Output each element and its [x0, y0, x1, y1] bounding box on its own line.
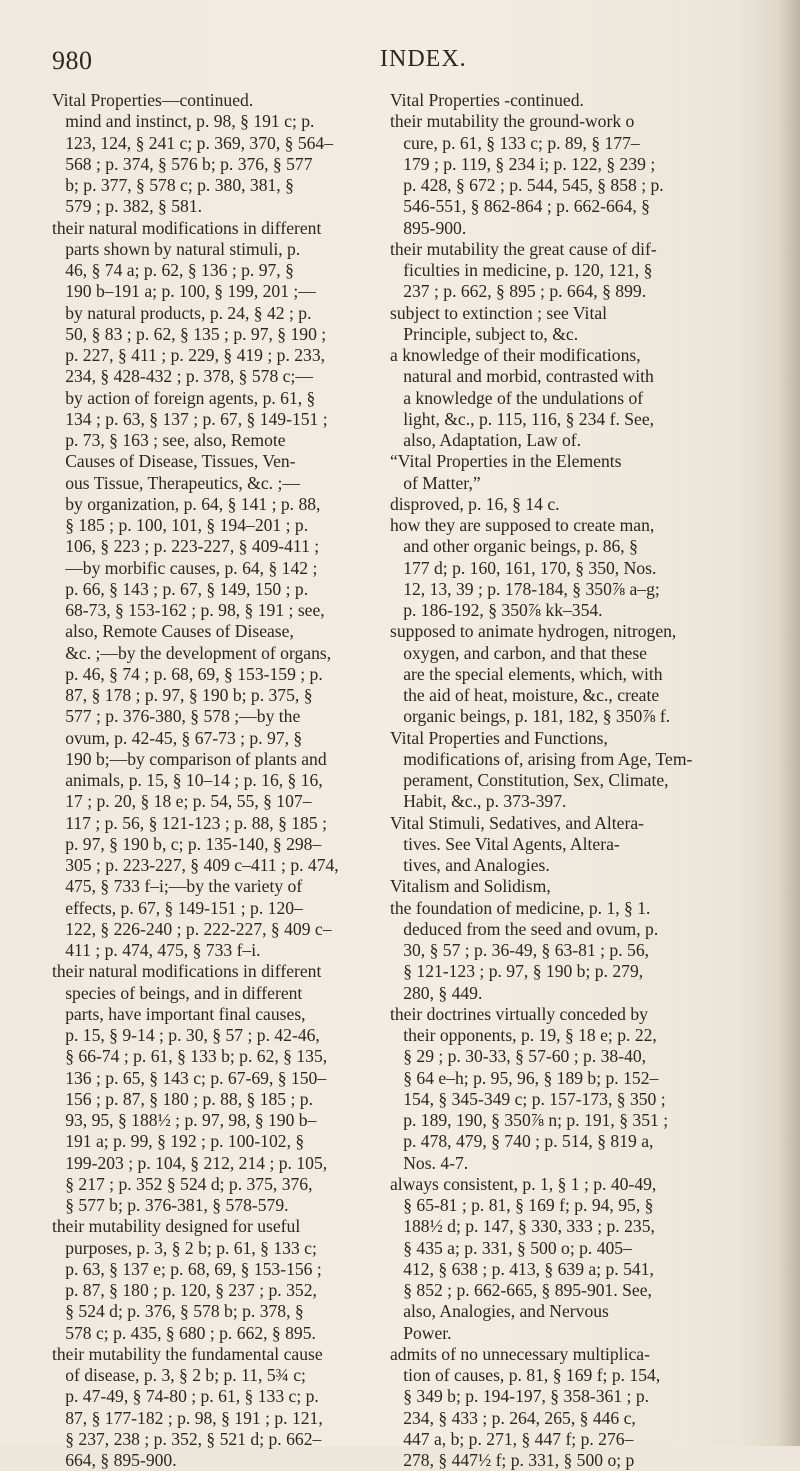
index-line: 237 ; p. 662, § 895 ; p. 664, § 899.: [390, 281, 647, 302]
index-line: their mutability the ground-work o: [390, 111, 635, 132]
index-line: 475, § 733 f–i;—by the variety of: [52, 876, 303, 897]
index-column-right: [390, 90, 776, 1471]
index-line: their mutability the great cause of dif-: [390, 238, 657, 259]
index-line: Vitalism and Solidism,: [390, 876, 551, 897]
running-head: INDEX.: [380, 46, 467, 72]
index-line: 134 ; p. 63, § 137 ; p. 67, § 149-151 ;: [52, 408, 328, 429]
index-line: tives. See Vital Agents, Altera-: [390, 833, 620, 854]
index-line: Vital Properties and Functions,: [390, 727, 608, 748]
index-line: 447 a, b; p. 271, § 447 f; p. 276–: [390, 1428, 634, 1449]
index-line: tion of causes, p. 81, § 169 f; p. 154,: [390, 1365, 661, 1385]
index-line: 191 a; p. 99, § 192 ; p. 100-102, §: [52, 1131, 305, 1152]
index-line: 87, § 178 ; p. 97, § 190 b; p. 375, §: [52, 685, 313, 705]
index-line: also, Remote Causes of Disease,: [52, 621, 294, 642]
index-line: p. 63, § 137 e; p. 68, 69, § 153-156 ;: [52, 1258, 322, 1279]
index-line: Vital Properties—continued.: [52, 90, 254, 110]
index-line: p. 15, § 9-14 ; p. 30, § 57 ; p. 42-46,: [52, 1025, 320, 1045]
index-line: p. 87, § 180 ; p. 120, § 237 ; p. 352,: [52, 1280, 317, 1300]
index-line: p. 186-192, § 350⅞ kk–354.: [390, 600, 603, 620]
index-line: by action of foreign agents, p. 61, §: [52, 387, 316, 408]
index-line: § 185 ; p. 100, 101, § 194–201 ; p.: [52, 515, 309, 535]
index-line: 305 ; p. 223-227, § 409 c–411 ; p. 474,: [52, 855, 339, 875]
index-line: their mutability the fundamental cause: [52, 1343, 323, 1364]
index-line: parts shown by natural stimuli, p.: [52, 238, 301, 259]
index-line: light, &c., p. 115, 116, § 234 f. See,: [390, 408, 655, 429]
index-line: their mutability designed for useful: [52, 1216, 301, 1237]
index-line: 68-73, § 153-162 ; p. 98, § 191 ; see,: [52, 600, 325, 620]
index-line: animals, p. 15, § 10–14 ; p. 16, § 16,: [52, 770, 323, 790]
index-line: p. 478, 479, § 740 ; p. 514, § 819 a,: [390, 1131, 654, 1152]
index-line: 122, § 226-240 ; p. 222-227, § 409 c–: [52, 918, 332, 939]
page-header: [0, 46, 800, 86]
index-line: § 237, 238 ; p. 352, § 521 d; p. 662–: [52, 1428, 322, 1449]
index-line: supposed to animate hydrogen, nitrogen,: [390, 621, 677, 642]
index-line: 50, § 83 ; p. 62, § 135 ; p. 97, § 190 ;: [52, 323, 327, 344]
index-line: of Matter,”: [390, 472, 481, 493]
index-line: 568 ; p. 374, § 576 b; p. 376, § 577: [52, 153, 313, 174]
index-line: a knowledge of the undulations of: [390, 387, 644, 408]
index-line: 17 ; p. 20, § 18 e; p. 54, 55, § 107–: [52, 791, 312, 812]
index-line: also, Adaptation, Law of.: [390, 430, 582, 450]
index-line: 46, § 74 a; p. 62, § 136 ; p. 97, §: [52, 260, 294, 280]
index-line: 190 b–191 a; p. 100, § 199, 201 ;—: [52, 281, 316, 302]
index-line: purposes, p. 3, § 2 b; p. 61, § 133 c;: [52, 1237, 317, 1258]
index-line: —by morbific causes, p. 64, § 142 ;: [52, 557, 318, 578]
index-line: § 217 ; p. 352 § 524 d; p. 375, 376,: [52, 1173, 313, 1194]
index-line: § 349 b; p. 194-197, § 358-361 ; p.: [390, 1386, 650, 1407]
index-line: their natural modifications in different: [52, 961, 322, 982]
index-line: § 29 ; p. 30-33, § 57-60 ; p. 38-40,: [390, 1046, 647, 1067]
index-line: Vital Properties -continued.: [390, 90, 584, 110]
index-line: 179 ; p. 119, § 234 i; p. 122, § 239 ;: [390, 153, 656, 174]
index-line: their opponents, p. 19, § 18 e; p. 22,: [390, 1025, 657, 1045]
index-line: b; p. 377, § 578 c; p. 380, 381, §: [52, 175, 294, 195]
index-line: a knowledge of their modifications,: [390, 345, 641, 365]
index-line: how they are supposed to create man,: [390, 515, 655, 535]
index-line: by natural products, p. 24, § 42 ; p.: [52, 302, 312, 323]
index-line: 177 d; p. 160, 161, 170, § 350, Nos.: [390, 557, 657, 578]
index-line: Nos. 4-7.: [390, 1152, 469, 1173]
index-line: Principle, subject to, &c.: [390, 323, 579, 344]
index-line: 278, § 447½ f; p. 331, § 500 o; p: [390, 1450, 635, 1470]
index-line: Habit, &c., p. 373-397.: [390, 791, 567, 812]
index-line: 411 ; p. 474, 475, § 733 f–i.: [52, 940, 261, 960]
index-line: perament, Constitution, Sex, Climate,: [390, 770, 669, 790]
index-line: are the special elements, which, with: [390, 663, 663, 684]
index-line: § 66-74 ; p. 61, § 133 b; p. 62, § 135,: [52, 1046, 328, 1067]
index-line: 895-900.: [390, 217, 467, 238]
index-line: 578 c; p. 435, § 680 ; p. 662, § 895.: [52, 1322, 316, 1343]
index-line: p. 46, § 74 ; p. 68, 69, § 153-159 ; p.: [52, 663, 323, 684]
index-line: 106, § 223 ; p. 223-227, § 409-411 ;: [52, 536, 320, 557]
index-line: tives, and Analogies.: [390, 855, 550, 875]
index-line: § 65-81 ; p. 81, § 169 f; p. 94, 95, §: [390, 1195, 654, 1215]
index-line: p. 227, § 411 ; p. 229, § 419 ; p. 233,: [52, 345, 326, 365]
index-line: p. 189, 190, § 350⅞ n; p. 191, § 351 ;: [390, 1110, 669, 1130]
index-line: p. 47-49, § 74-80 ; p. 61, § 133 c; p.: [52, 1386, 319, 1407]
index-line: organic beings, p. 181, 182, § 350⅞ f.: [390, 706, 671, 727]
index-line: Power.: [390, 1322, 452, 1343]
page-edge-shadow: [778, 0, 800, 1446]
index-line: Causes of Disease, Tissues, Ven-: [52, 451, 296, 472]
index-line: their doctrines virtually conceded by: [390, 1003, 648, 1024]
index-line: by organization, p. 64, § 141 ; p. 88,: [52, 493, 321, 514]
index-line: 87, § 177-182 ; p. 98, § 191 ; p. 121,: [52, 1407, 323, 1428]
index-line: 156 ; p. 87, § 180 ; p. 88, § 185 ; p.: [52, 1088, 313, 1109]
index-line: 546-551, § 862-864 ; p. 662-664, §: [390, 196, 650, 217]
index-line: admits of no unnecessary multiplica-: [390, 1343, 650, 1364]
index-line: oxygen, and carbon, and that these: [390, 642, 647, 663]
index-line: &c. ;—by the development of organs,: [52, 642, 332, 663]
index-line: § 852 ; p. 662-665, § 895-901. See,: [390, 1280, 652, 1300]
index-line: modifications of, arising from Age, Tem-: [390, 748, 693, 769]
index-line: mind and instinct, p. 98, § 191 c; p.: [52, 111, 315, 132]
index-line: 199-203 ; p. 104, § 212, 214 ; p. 105,: [52, 1152, 328, 1173]
index-line: § 121-123 ; p. 97, § 190 b; p. 279,: [390, 961, 644, 982]
index-line: ous Tissue, Therapeutics, &c. ;—: [52, 472, 300, 493]
index-line: and other organic beings, p. 86, §: [390, 536, 638, 557]
index-line: p. 428, § 672 ; p. 544, 545, § 858 ; p.: [390, 175, 664, 195]
index-line: “Vital Properties in the Elements: [390, 451, 622, 472]
index-line: ficulties in medicine, p. 120, 121, §: [390, 260, 653, 280]
index-line: disproved, p. 16, § 14 c.: [390, 493, 560, 514]
index-line: p. 97, § 190 b, c; p. 135-140, § 298–: [52, 833, 322, 854]
index-line: § 64 e–h; p. 95, 96, § 189 b; p. 152–: [390, 1067, 659, 1088]
index-line: 577 ; p. 376-380, § 578 ;—by the: [52, 706, 301, 727]
index-line: 579 ; p. 382, § 581.: [52, 196, 203, 217]
index-line: effects, p. 67, § 149-151 ; p. 120–: [52, 897, 303, 918]
index-line: 154, § 345-349 c; p. 157-173, § 350 ;: [390, 1088, 666, 1109]
index-line: 188½ d; p. 147, § 330, 333 ; p. 235,: [390, 1216, 655, 1237]
index-line: parts, have important final causes,: [52, 1003, 306, 1024]
index-line: of disease, p. 3, § 2 b; p. 11, 5¾ c;: [52, 1365, 306, 1385]
index-line: 93, 95, § 188½ ; p. 97, 98, § 190 b–: [52, 1110, 317, 1130]
index-line: 412, § 638 ; p. 413, § 639 a; p. 541,: [390, 1258, 654, 1279]
index-line: 12, 13, 39 ; p. 178-184, § 350⅞ a–g;: [390, 578, 660, 599]
index-line: the aid of heat, moisture, &c., create: [390, 685, 660, 705]
index-line: cure, p. 61, § 133 c; p. 89, § 177–: [390, 132, 640, 153]
index-line: natural and morbid, contrasted with: [390, 366, 654, 387]
index-line: 136 ; p. 65, § 143 c; p. 67-69, § 150–: [52, 1067, 327, 1088]
index-line: p. 73, § 163 ; see, also, Remote: [52, 430, 286, 450]
index-line: 234, § 433 ; p. 264, 265, § 446 c,: [390, 1407, 636, 1428]
index-line: 234, § 428-432 ; p. 378, § 578 c;—: [52, 366, 313, 387]
index-line: 190 b;—by comparison of plants and: [52, 748, 327, 769]
index-line: p. 66, § 143 ; p. 67, § 149, 150 ; p.: [52, 578, 309, 599]
index-line: 280, § 449.: [390, 982, 483, 1003]
index-line: always consistent, p. 1, § 1 ; p. 40-49,: [390, 1173, 657, 1194]
page-number: 980: [52, 46, 93, 75]
index-line: § 524 d; p. 376, § 578 b; p. 378, §: [52, 1301, 304, 1322]
index-line: their natural modifications in different: [52, 217, 322, 238]
index-line: § 435 a; p. 331, § 500 o; p. 405–: [390, 1237, 632, 1258]
index-line: 30, § 57 ; p. 36-49, § 63-81 ; p. 56,: [390, 940, 650, 960]
index-line: § 577 b; p. 376-381, § 578-579.: [52, 1195, 289, 1215]
index-line: Vital Stimuli, Sedatives, and Altera-: [390, 812, 645, 833]
index-line: 117 ; p. 56, § 121-123 ; p. 88, § 185 ;: [52, 812, 327, 833]
index-line: deduced from the seed and ovum, p.: [390, 918, 659, 939]
index-line: subject to extinction ; see Vital: [390, 302, 608, 323]
index-line: species of beings, and in different: [52, 982, 303, 1003]
index-line: 664, § 895-900.: [52, 1450, 177, 1470]
index-line: 123, 124, § 241 c; p. 369, 370, § 564–: [52, 132, 334, 153]
index-line: also, Analogies, and Nervous: [390, 1301, 609, 1322]
index-line: the foundation of medicine, p. 1, § 1.: [390, 897, 651, 918]
index-column-left: [52, 90, 382, 1471]
index-line: ovum, p. 42-45, § 67-73 ; p. 97, §: [52, 727, 303, 748]
